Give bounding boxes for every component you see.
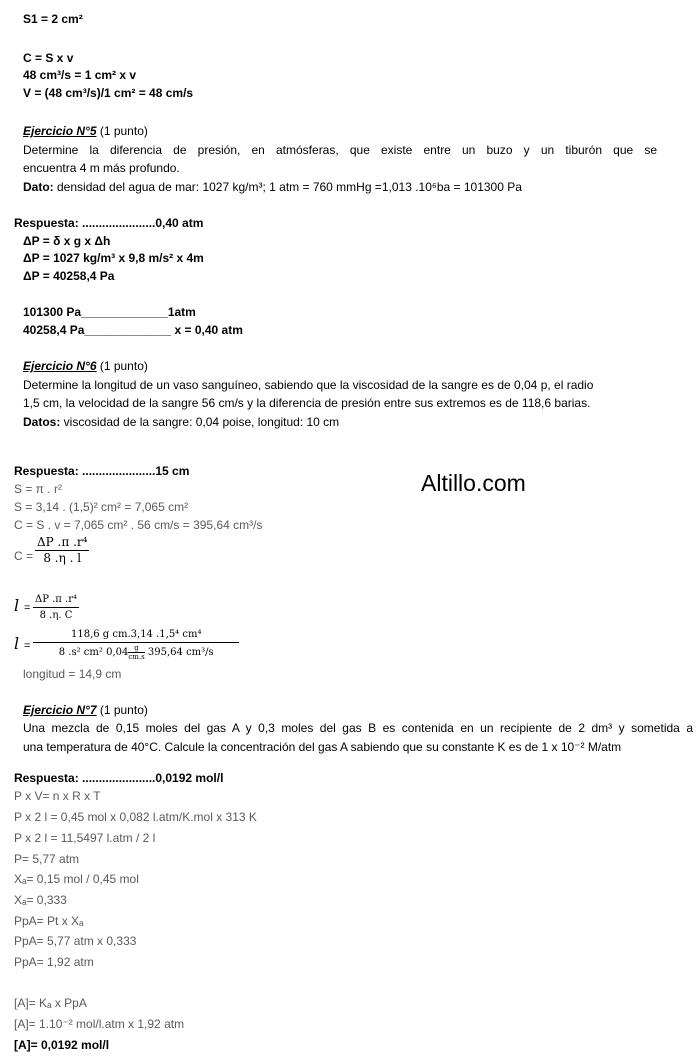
ej6-l-eq: = [24,602,31,614]
ej6-longitud: longitud = 14,9 cm [23,667,122,681]
ej7-conc-2: [A]= 1.10⁻² mol/l.atm x 1,92 atm [14,1017,185,1031]
ej5-answer-value: ......................0,40 atm [78,216,204,230]
ej6-l2-den-b: 395,64 cm³/s [144,647,214,658]
ej7-answer [14,771,223,786]
ej6-l-denominator: 8 .η. C [39,610,73,621]
ej6-datos [23,415,339,430]
ej7-step: Xₐ= 0,15 mol / 0,45 mol [14,872,139,886]
ej7-step: Xₐ= 0,333 [14,893,67,907]
ej6-datos-label: Datos: [23,415,61,429]
ej6-points: (1 punto) [96,359,148,373]
ej5-answer [14,216,203,231]
ej6-answer-value: ......................15 cm [78,464,190,478]
ej6-l-symbol: l [14,596,20,615]
ej5-heading [23,124,148,139]
watermark-text: Altillo.com [421,470,526,496]
ej7-step: PpA= 5,77 atm x 0,333 [14,934,137,948]
ej5-rule-2: 40258,4 Pa_____________ x = 0,40 atm [23,323,243,337]
c-formula-line: C = S x v [23,51,74,65]
ej7-step: P x 2 l = 11,5497 l.atm / 2 l [14,831,156,845]
ej5-dato-text: densidad del agua de mar: 1027 kg/m³; 1 atm = 760 mmHg =1,013 .10⁶ba = 101300 Pa [53,180,522,194]
ej7-points: (1 punto) [96,703,148,717]
ej5-title: Ejercicio N°5 [23,124,97,138]
ej6-l2-den-cms: cm.s [128,653,145,661]
ej5-step-1: ΔP = δ x g x Δh [23,234,111,248]
ej6-l2-den-unit [128,644,144,661]
ej7-step: P x V= n x R x T [14,789,101,803]
ej6-c-denominator: 8 .η . l [43,551,82,565]
ej6-answer-label: Respuesta: [14,464,79,478]
ej6-c-value: C = S . v = 7,065 cm² . 56 cm/s = 395,64 cm³/s [14,518,263,532]
ej5-step-3: ΔP = 40258,4 Pa [23,269,115,283]
ej6-statement-2: 1,5 cm, la velocidad de la sangre 56 cm/s y la diferencia de presión entre sus extremos es de 118,6 barias. [23,396,591,410]
ej6-l2-numerator: 118,6 g cm.3,14 .1,5⁴ cm⁴ [33,628,239,643]
ej6-s-formula: S = π . r² [14,482,62,496]
ej6-l2-denominator [33,643,239,661]
ej6-l2-den-g: g [128,644,144,653]
ej5-rule-1: 101300 Pa_____________1atm [23,305,196,319]
ej6-l2-den-a: 8 .s² cm² 0,04 [58,647,129,658]
ej7-heading [23,703,148,718]
v-result-line: V = (48 cm³/s)/1 cm² = 48 cm/s [23,86,194,100]
ej5-statement-2: encuentra 4 m más profundo. [23,161,180,175]
ej5-dato-label: Dato: [23,180,54,194]
ej5-statement-1: Determine la diferencia de presión, en atmósferas, que existe entre un buzo y un tiburón que se [23,143,657,157]
ej5-points: (1 punto) [96,124,148,138]
ej7-conc-1: [A]= Kₐ x PpA [14,996,87,1010]
ej6-answer [14,464,189,479]
ej5-dato [23,180,522,195]
ej7-step: P x 2 l = 0,45 mol x 0,082 l.atm/K.mol x 313 K [14,810,257,824]
ej7-title: Ejercicio N°7 [23,703,97,717]
ej6-title: Ejercicio N°6 [23,359,97,373]
ej6-l2-symbol: l [14,634,20,653]
ej6-c-fraction [35,536,89,565]
ej7-step: P= 5,77 atm [14,852,80,866]
ej6-c-numerator: ΔP .π .r⁴ [37,535,88,549]
s1-line: S1 = 2 cm² [23,12,83,26]
ej5-answer-label: Respuesta: [14,216,79,230]
ej6-datos-text: viscosidad de la sangre: 0,04 poise, longitud: 10 cm [60,415,340,429]
ej6-l-numerator: ΔP .π .r⁴ [33,593,79,608]
ej6-l-fraction [33,593,79,622]
ej6-statement-1: Determine la longitud de un vaso sanguíneo, sabiendo que la viscosidad de la sangre es de 0,04 p, el radio [23,378,594,392]
ej5-step-2: ΔP = 1027 kg/m³ x 9,8 m/s² x 4m [23,251,204,265]
ej6-heading [23,359,148,374]
ej7-conc-3: [A]= 0,0192 mol/l [14,1038,110,1052]
ej6-s-value: S = 3,14 . (1,5)² cm² = 7,065 cm² [14,500,189,514]
ej7-answer-label: Respuesta: [14,771,79,785]
ej6-l2-eq: = [24,640,31,652]
ej7-step: PpA= 1,92 atm [14,955,94,969]
ej7-step: PpA= Pt x Xₐ [14,914,84,928]
c-substitution-line: 48 cm³/s = 1 cm² x v [23,68,137,82]
ej7-answer-value: ......................0,0192 mol/l [78,771,224,785]
ej7-statement-1: Una mezcla de 0,15 moles del gas A y 0,3 moles del gas B es contenida en un recipiente de 2 dm³ y sometida a [23,721,693,735]
ej6-l2-fraction [33,628,239,661]
ej7-statement-2: una temperatura de 40°C. Calcule la concentración del gas A sabiendo que su constante K es de 1 x 10⁻² M/atm [23,740,622,754]
ej6-c-eq: C = [14,549,34,563]
